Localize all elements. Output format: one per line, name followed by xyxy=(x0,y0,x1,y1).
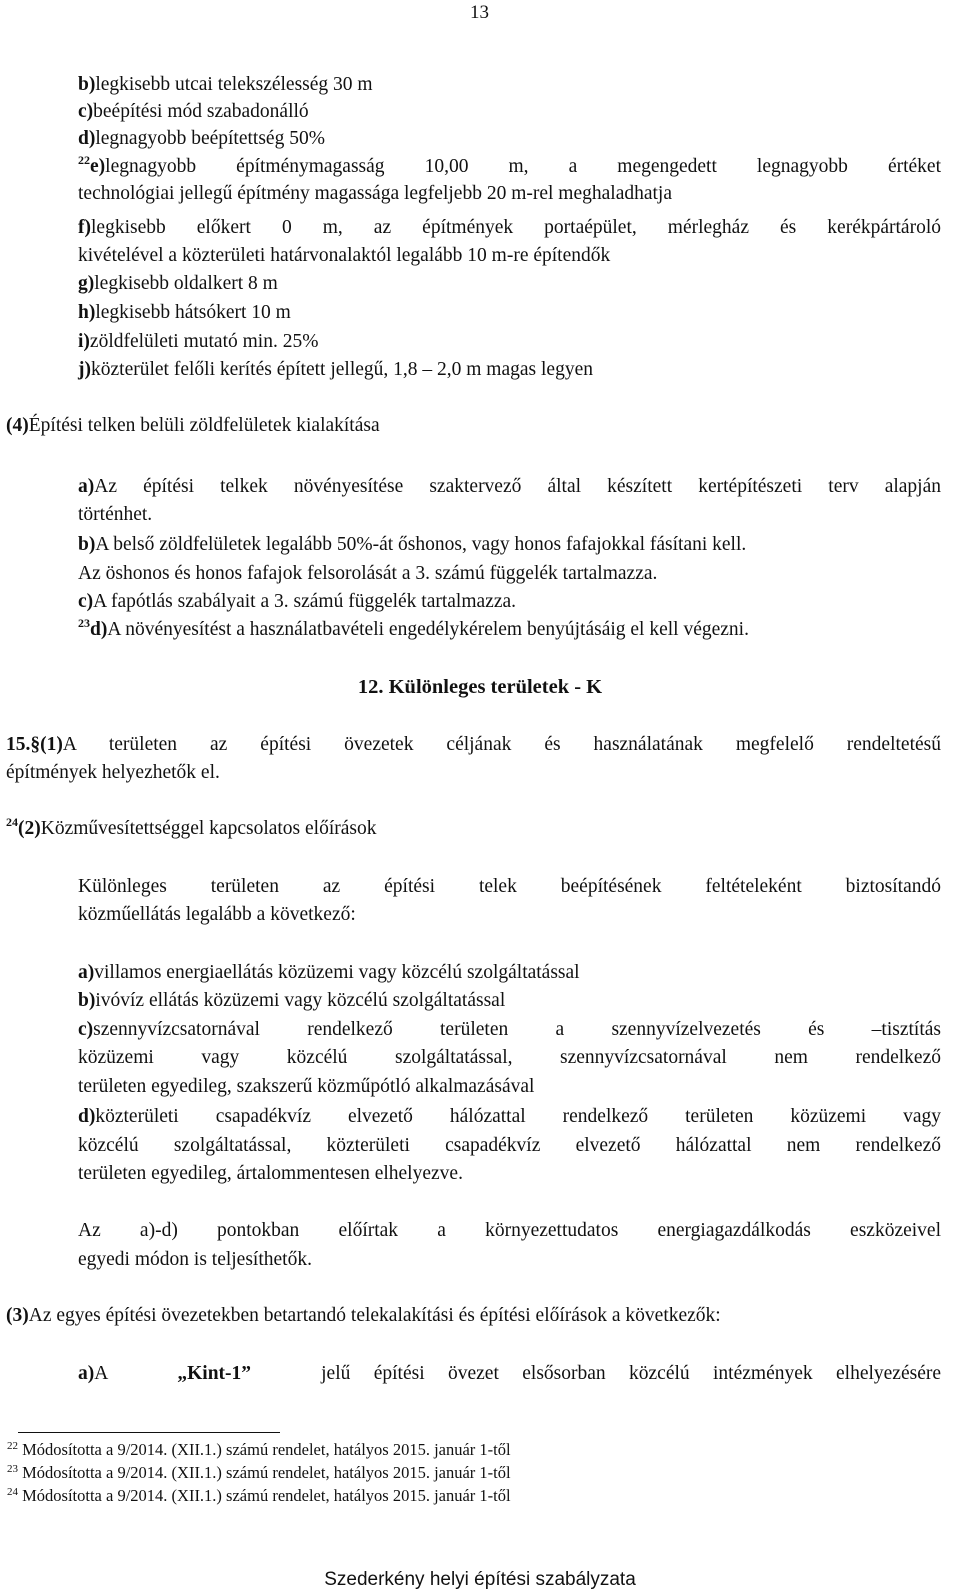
list-item-continuation: területen egyedileg, szakszerű közműpótló alkalmazásával xyxy=(78,1076,535,1097)
footnote: $^{22}$ Módosította a 9/2014. (XII.1.) számú rendelet, hatályos 2015. január 1-től xyxy=(7,1440,511,1459)
list-item-continuation: kivételével a közterületi határvonalaktól legalább 10 m-re építendők xyxy=(78,245,611,266)
list-item: b)A belső zöldfelületek legalább 50%-át őshonos, vagy honos fafajokkal fásítani kell. xyxy=(78,534,747,555)
section-heading: (3)Az egyes építési övezetekben betartandó telekalakítási és építési előírások a következők: xyxy=(6,1305,721,1326)
list-item-continuation: technológiai jellegű építmény magassága legfeljebb 20 m-rel meghaladhatja xyxy=(78,183,672,204)
paragraph: Az a)-d) pontokban előírtak a környezettudatos energiagazdálkodás eszközeivel xyxy=(78,1220,941,1241)
list-item-continuation: közüzemi vagy közcélú szolgáltatással, szennyvízcsatornával nem rendelkező xyxy=(78,1047,941,1068)
section-heading: $^{24}$(2)Közművesítettséggel kapcsolatos előírások xyxy=(6,815,377,839)
list-item: $^{22}$e)legnagyobb építménymagasság 10,00 m, a megengedett legnagyobb értéket xyxy=(78,153,941,177)
list-item-continuation: történhet. xyxy=(78,504,153,525)
list-item: $^{23}$d)A növényesítést a használatbavételi engedélykérelem benyújtásáig el kell végezni. xyxy=(78,616,749,640)
list-item: c)szennyvízcsatornával rendelkező területen a szennyvízelvezetés és –tisztítás xyxy=(78,1019,941,1040)
list-item: c)beépítési mód szabadonálló xyxy=(78,101,309,122)
footnote-separator xyxy=(18,1432,280,1433)
footnote-ref: 22 xyxy=(78,153,90,167)
footnote-ref: 23 xyxy=(78,616,90,630)
list-item: f)legkisebb előkert 0 m, az építmények portaépület, mérlegház és kerékpártároló xyxy=(78,217,941,238)
list-item: d)legnagyobb beépítettség 50% xyxy=(78,128,325,149)
list-item: c)A fapótlás szabályait a 3. számú függelék tartalmazza. xyxy=(78,591,517,612)
list-item-continuation: Az öshonos és honos fafajok felsorolását a 3. számú függelék tartalmazza. xyxy=(78,563,658,584)
list-item: a)Az építési telkek növényesítése szaktervező által készített kertépítészeti terv alapján xyxy=(78,476,941,497)
list-item-continuation: területen egyedileg, ártalommentesen elhelyezve. xyxy=(78,1163,463,1184)
intro-paragraph: Különleges területen az építési telek beépítésének feltételeként biztosítandó xyxy=(78,876,941,897)
list-item-continuation: közcélú szolgáltatással, közterületi csapadékvíz elvezető hálózattal nem rendelkező xyxy=(78,1135,941,1156)
list-item: g)legkisebb oldalkert 8 m xyxy=(78,273,278,294)
list-item: a)villamos energiaellátás közüzemi vagy közcélú szolgáltatással xyxy=(78,962,580,983)
list-item: j)közterület felőli kerítés épített jellegű, 1,8 – 2,0 m magas legyen xyxy=(78,359,593,380)
list-item: d)közterületi csapadékvíz elvezető hálózattal rendelkező területen közüzemi vagy xyxy=(78,1106,941,1127)
footnote: $^{23}$ Módosította a 9/2014. (XII.1.) számú rendelet, hatályos 2015. január 1-től xyxy=(7,1463,511,1482)
list-item: i)zöldfelületi mutató min. 25% xyxy=(78,331,319,352)
chapter-heading: 12. Különleges területek - K xyxy=(357,676,603,698)
section-heading: (4)Építési telken belüli zöldfelületek kialakítása xyxy=(6,415,380,436)
paragraph-continuation: egyedi módon is teljesíthetők. xyxy=(78,1249,312,1270)
paragraph-15-continuation: építmények helyezhetők el. xyxy=(6,762,220,783)
list-item: b)legkisebb utcai telekszélesség 30 m xyxy=(78,74,373,95)
paragraph-15: 15.§(1)A területen az építési övezetek céljának és használatának megfelelő rendeltetésű xyxy=(6,734,941,755)
page-number: 13 xyxy=(470,2,489,23)
intro-paragraph-continuation: közműellátás legalább a következő: xyxy=(78,904,356,925)
list-item: b)ivóvíz ellátás közüzemi vagy közcélú szolgáltatással xyxy=(78,990,506,1011)
footnote-ref: 24 xyxy=(6,815,18,829)
page-footer: Szederkény helyi építési szabályzata xyxy=(324,1569,636,1590)
list-item: h)legkisebb hátsókert 10 m xyxy=(78,302,291,323)
footnote: $^{24}$ Módosította a 9/2014. (XII.1.) számú rendelet, hatályos 2015. január 1-től xyxy=(7,1486,511,1505)
list-item: a)A „Kint-1” jelű építési övezet elsősorban közcélú intézmények elhelyezésére xyxy=(78,1363,941,1384)
